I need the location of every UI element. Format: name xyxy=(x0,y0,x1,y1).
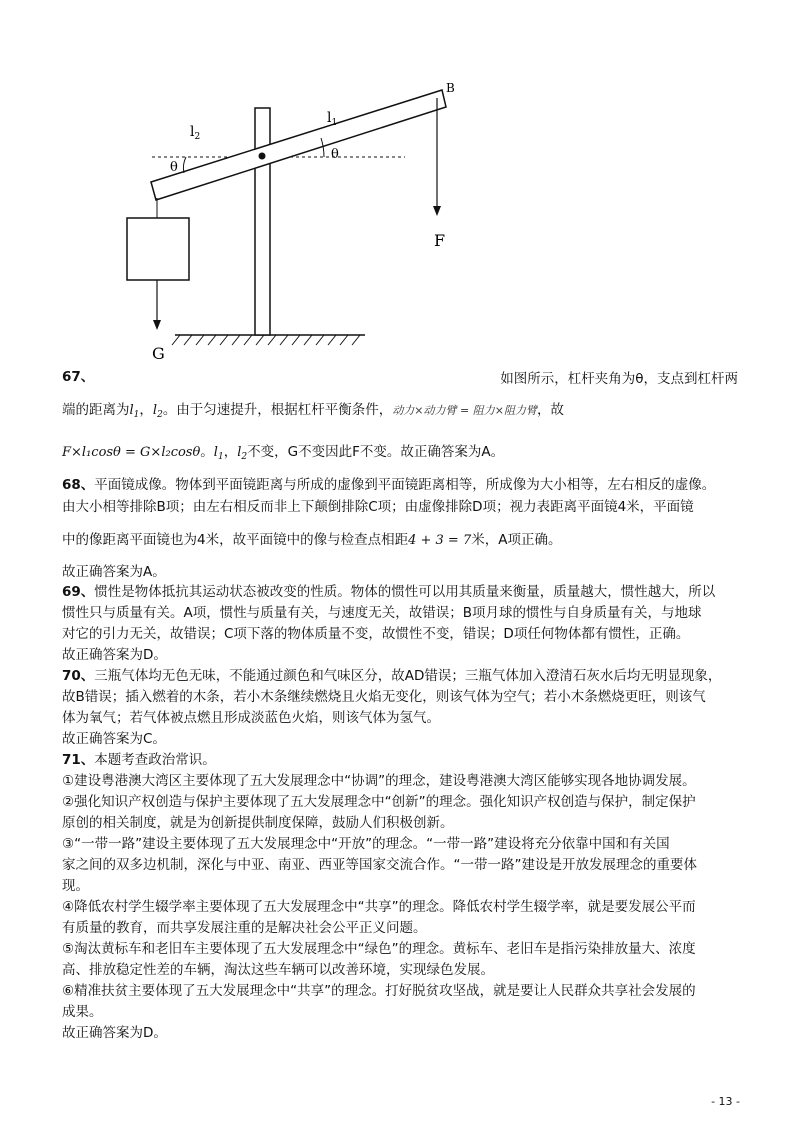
q71-line: 家之间的双多边机制，深化与中亚、南亚、西亚等国家交流合作。“一带一路”建设是开放发展理念的重要体 xyxy=(62,857,697,873)
weight-box xyxy=(127,218,189,280)
q68-line2: 由大小相等排除B项；由左右相反而非上下颠倒排除C项；由虚像排除D项；视力表距离平面镜4米，平面镜 xyxy=(62,499,694,515)
q71-answer: 故正确答案为D。 xyxy=(62,1025,167,1041)
q70-line2: 故B错误；插入燃着的木条，若小木条继续燃烧且火焰无变化，则该气体为空气；若小木条燃烧更旺，则该气 xyxy=(62,689,706,705)
q71-line: ④降低农村学生辍学率主要体现了五大发展理念中“共享”的理念。降低农村学生辍学率，就是要发展公平而 xyxy=(62,899,696,915)
lever-bar xyxy=(151,90,446,200)
q67-intro: 如图所示，杠杆夹角为θ，支点到杠杆两 xyxy=(500,371,738,387)
q71-intro: 71、本题考查政治常识。 xyxy=(62,752,216,768)
label-theta-right: θ xyxy=(331,147,339,162)
q70-answer: 故正确答案为C。 xyxy=(62,731,166,747)
q71-line: ①建设粤港澳大湾区主要体现了五大发展理念中“协调”的理念，建设粤港澳大湾区能够实现各地协调发展。 xyxy=(62,773,696,789)
support-post xyxy=(255,108,270,335)
q69-answer: 故正确答案为D。 xyxy=(62,647,167,663)
q71-line: 原创的相关制度，就是为创新提供制度保障，鼓励人们积极创新。 xyxy=(62,815,454,831)
q71-line: ⑥精准扶贫主要体现了五大发展理念中“共享”的理念。打好脱贫攻坚战，就是要让人民群众共享社会发展的 xyxy=(62,983,696,999)
q69-line1: 69、惯性是物体抵抗其运动状态被改变的性质。物体的惯性可以用其质量来衡量，质量越大，惯性越大，所以 xyxy=(62,584,716,600)
force-arrowhead xyxy=(433,206,441,216)
q67-line3: F×l₁cosθ = G×l₂cosθ。$l_1$，$l_2$不变，G不变因此F不变。故正确答案为A。 xyxy=(62,444,505,462)
q67-equation: F×l₁cosθ = G×l₂cosθ xyxy=(62,445,201,460)
pivot-point xyxy=(259,153,266,160)
ground xyxy=(172,335,365,345)
label-G: G xyxy=(152,344,165,363)
q71-line: 有质量的教育，而共享发展注重的是解决社会公平正义问题。 xyxy=(62,920,427,936)
q69-line2: 惯性只与质量有关。A项，惯性与质量有关，与速度无关，故错误；B项月球的惯性与自身质量有关，与地球 xyxy=(62,605,702,621)
q71-line: 成果。 xyxy=(62,1004,103,1020)
label-l1: $l_1$ xyxy=(327,110,338,128)
q71-line: 高、排放稳定性差的车辆，淘汰这些车辆可以改善环境，实现绿色发展。 xyxy=(62,962,494,978)
label-F: F xyxy=(434,231,446,250)
q71-line: 现。 xyxy=(62,878,89,894)
q71-line: ⑤淘汰黄标车和老旧车主要体现了五大发展理念中“绿色”的理念。黄标车、老旧车是指污染排放量大、浓度 xyxy=(62,941,696,957)
q71-line: ②强化知识产权创造与保护主要体现了五大发展理念中“创新”的理念。强化知识产权创造与保护，制定保护 xyxy=(62,794,696,810)
label-B: B xyxy=(446,81,455,95)
q67-line2: 端的距离为$l_1$，$l_2$。由于匀速提升，根据杠杆平衡条件，动力×动力臂 = 阻力×阻力臂，故 xyxy=(62,402,564,420)
q67-number: 67、 xyxy=(62,369,95,385)
label-l2: $l_2$ xyxy=(190,124,201,142)
q68-line3: 中的像距离平面镜也为4米，故平面镜中的像与检查点相距4 + 3 = 7米，A项正确。 xyxy=(62,532,562,548)
label-theta-left: θ xyxy=(170,160,178,175)
q68-answer: 故正确答案为A。 xyxy=(62,564,166,580)
q69-line3: 对它的引力无关，故错误；C项下落的物体质量不变，故惯性不变，错误；D项任何物体都有惯性，正确。 xyxy=(62,626,690,642)
q70-line3: 体为氧气；若气体被点燃且形成淡蓝色火焰，则该气体为氢气。 xyxy=(62,710,440,726)
gravity-arrowhead xyxy=(153,320,161,330)
lever-balance-formula: 动力×动力臂 = 阻力×阻力臂 xyxy=(392,404,537,417)
q70-line1: 70、三瓶气体均无色无味，不能通过颜色和气味区分，故AD错误；三瓶气体加入澄清石灰水后均无明显现象， xyxy=(62,668,722,684)
lever-diagram xyxy=(100,70,500,370)
page-number: - 13 - xyxy=(711,1095,740,1108)
q68-line1: 68、平面镜成像。物体到平面镜距离与所成的虚像到平面镜距离相等，所成像为大小相等，左右相反的虚像。 xyxy=(62,477,716,493)
q71-line: ③“一带一路”建设主要体现了五大发展理念中“开放”的理念。“一带一路”建设将充分依靠中国和有关国 xyxy=(62,836,670,852)
